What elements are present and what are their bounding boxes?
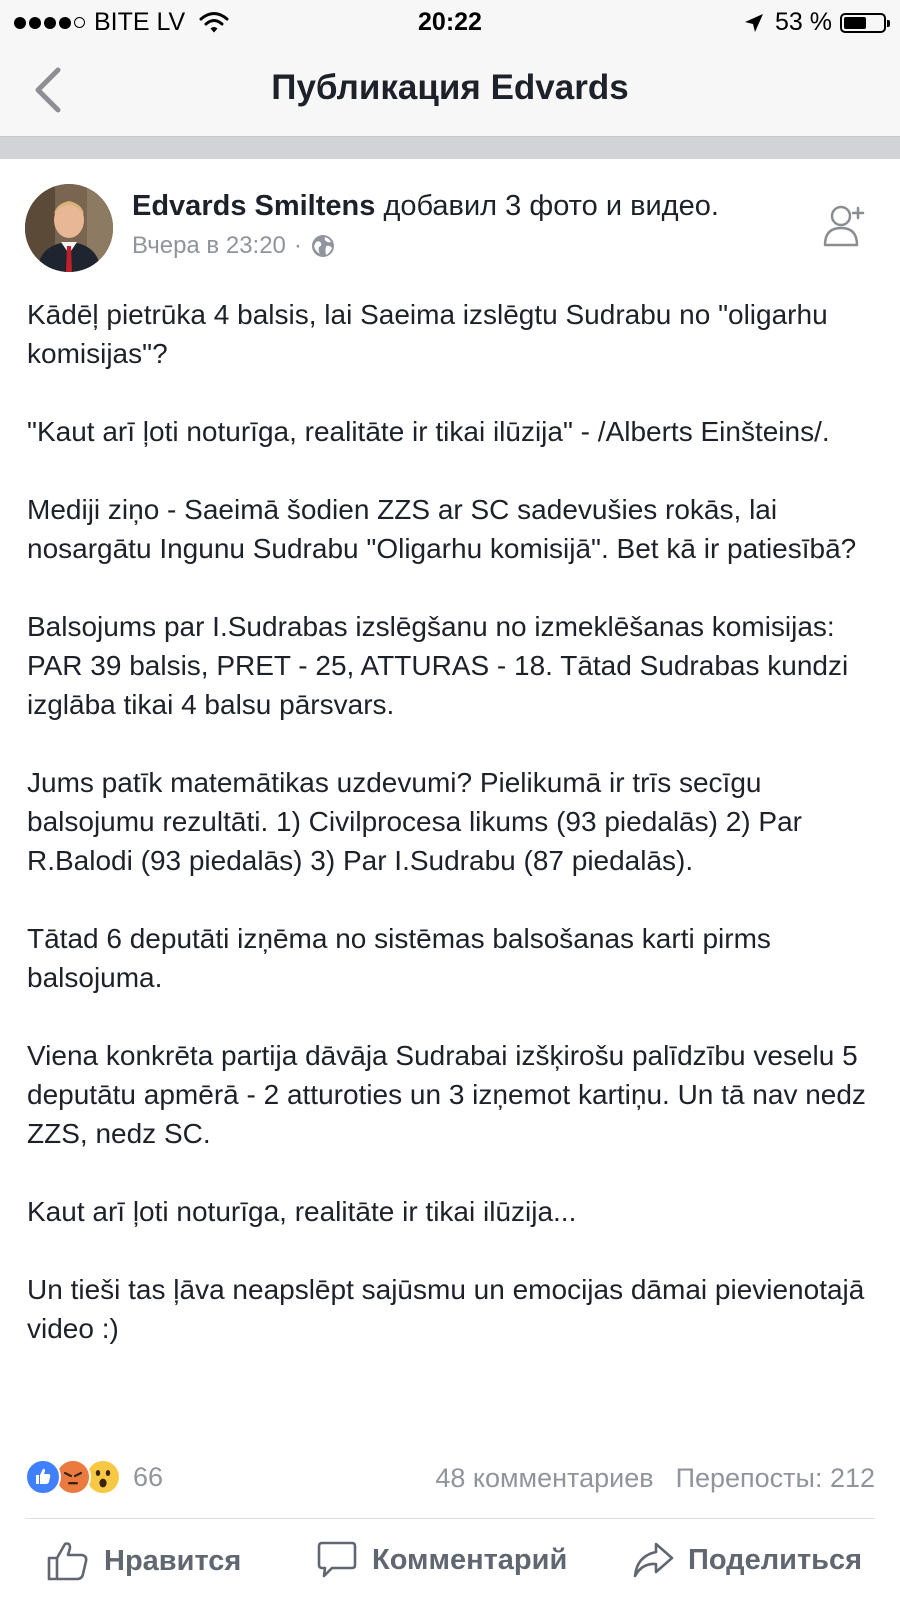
post-paragraph: Mediji ziņo - Saeimā šodien ZZS ar SC sadevušies rokās, lai nosargātu Ingunu Sudrabu "Oligarhu komisijā". Bet kā ir patiesībā? <box>27 494 857 564</box>
post-stats <box>25 1457 875 1501</box>
post-text <box>27 295 877 1387</box>
post-paragraph: Un tieši tas ļāva neapslēpt sajūsmu un emocijas dāmai pievienotajā video :) <box>27 1274 865 1344</box>
post-paragraph: Tātad 6 deputāti izņēma no sistēmas balsošanas karti pirms balsojuma. <box>27 923 771 993</box>
location-arrow-icon <box>743 12 765 34</box>
meta-separator: · <box>293 232 302 259</box>
author-name[interactable]: Edvards Smiltens <box>132 190 376 222</box>
navigation-bar <box>0 44 900 137</box>
status-bar <box>0 0 900 44</box>
post-actions-bar <box>0 1530 900 1600</box>
post-paragraph: "Kaut arī ļoti noturīga, realitāte ir tikai ilūzija" - /Alberts Einšteins/. <box>27 416 830 447</box>
post-paragraph: Kādēļ pietrūka 4 balsis, lai Saeima izslēgtu Sudrabu no "oligarhu komisijas"? <box>27 299 828 369</box>
post-paragraph: Kaut arī ļoti noturīga, realitāte ir tikai ilūzija... <box>27 1196 577 1227</box>
post-timestamp[interactable]: Вчера в 23:20 <box>132 232 286 259</box>
like-button-label: Нравится <box>104 1544 242 1577</box>
comment-button-label: Комментарий <box>372 1543 568 1576</box>
battery-percent: 53 % <box>775 8 832 36</box>
globe-icon <box>310 233 336 259</box>
like-button[interactable] <box>46 1540 241 1582</box>
carrier-name: BITE LV <box>94 8 186 36</box>
share-button[interactable] <box>632 1540 862 1580</box>
post-paragraph: Balsojums par I.Sudrabas izslēgšanu no izmeklēšanas komisijas: PAR 39 balsis, PRET - 25, ATTURAS - 18. Tātad Sudrabas kundzi izglāba tikai 4 balsu pārsvars. <box>27 611 849 720</box>
page-title: Публикация Edvards <box>271 68 629 107</box>
add-friend-icon <box>822 202 868 248</box>
thumbs-up-icon <box>46 1540 90 1582</box>
section-divider <box>0 137 900 159</box>
share-arrow-icon <box>632 1540 674 1580</box>
comment-bubble-icon <box>316 1540 358 1580</box>
battery-icon <box>840 13 886 33</box>
profile-photo <box>25 184 113 272</box>
post-paragraph: Jums patīk matemātikas uzdevumi? Pielikumā ir trīs secīgu balsojumu rezultāti. 1) Civilprocesa likums (93 piedalās) 2) Par R.Balodi (93 piedalās) 3) Par I.Sudrabu (87 piedalās). <box>27 767 802 876</box>
comment-button[interactable] <box>316 1540 567 1580</box>
divider <box>25 1518 875 1519</box>
reactions-count: 66 <box>133 1461 164 1492</box>
post-action-text: добавил 3 фото и видео. <box>383 190 719 222</box>
shares-count-link[interactable]: Перепосты: 212 <box>675 1463 875 1493</box>
add-friend-button[interactable] <box>822 202 868 248</box>
clock: 20:22 <box>418 8 482 36</box>
like-reaction-icon <box>25 1459 61 1495</box>
avatar[interactable] <box>25 184 113 272</box>
reactions-summary[interactable] <box>25 1459 163 1495</box>
comments-count-link[interactable]: 48 комментариев <box>435 1463 654 1493</box>
share-button-label: Поделиться <box>688 1543 863 1576</box>
post-meta <box>132 232 336 260</box>
post-paragraph: Viena konkrēta partija dāvāja Sudrabai izšķirošu palīdzību veselu 5 deputātu apmērā - 2 atturoties un 3 izņemot kartiņu. Un tā nav nedz ZZS, nedz SC. <box>27 1040 866 1149</box>
post-header <box>0 160 900 280</box>
